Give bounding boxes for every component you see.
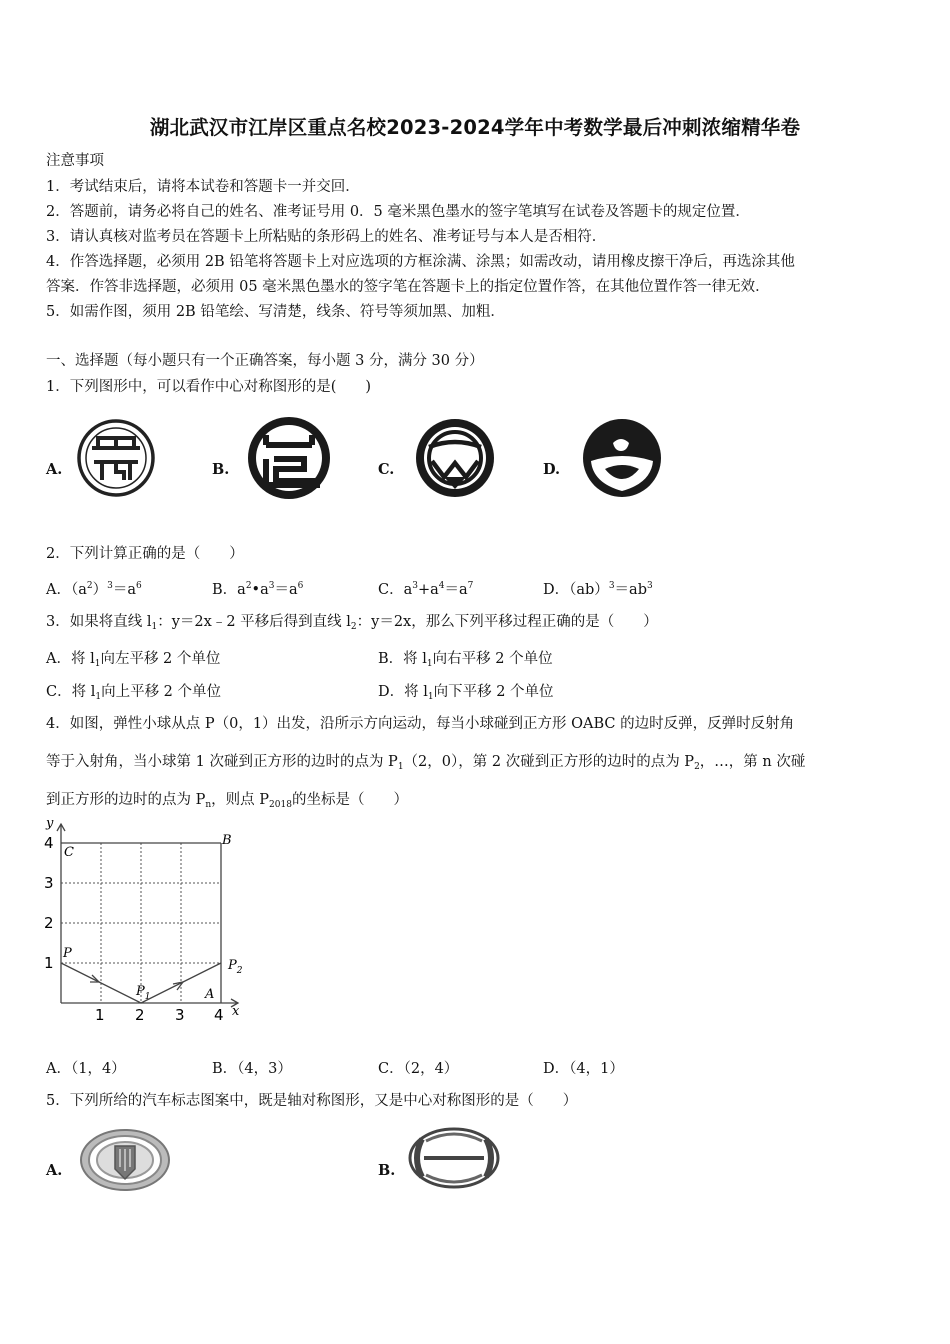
q3-c-sub: 1 <box>95 692 102 702</box>
q3-a-text: 向左平移 2 个单位 <box>100 651 221 667</box>
q2-b-text: •a <box>251 582 269 598</box>
q3-b-text: 向右平移 2 个单位 <box>432 651 553 667</box>
note-item: 答案．作答非选择题，必须用 05 毫米黑色墨水的签字笔在答题卡上的指定位置作答，在其他位置作答一律无效． <box>46 279 770 295</box>
q4-sub: 2 <box>694 762 700 772</box>
q2-d-exp: 3 <box>608 581 615 591</box>
exam-title: 湖北武汉市江岸区重点名校2023-2024学年中考数学最后冲刺浓缩精华卷 <box>149 116 801 139</box>
x-tick: 1 <box>95 1006 105 1024</box>
q1-figure-a <box>76 418 156 498</box>
q3-option-d[interactable] <box>378 680 554 702</box>
question-2-stem: 2．下列计算正确的是（ ） <box>46 546 244 562</box>
point-p1-letter: P <box>136 984 145 999</box>
note-item: 1．考试结束后，请将本试卷和答题卡一并交回． <box>46 179 360 195</box>
q5-great-wall-logo <box>78 1127 172 1193</box>
question-4-line <box>46 790 408 815</box>
q4-text: 的坐标是（ ） <box>291 792 408 808</box>
note-item: 4．作答选择题，必须用 2B 铅笔将答题卡上对应选项的方框涂满、涂黑；如需改动，请用橡皮擦干净后，再选涂其他 <box>46 254 795 270</box>
q2-b-text: B．a <box>212 582 246 598</box>
q4-sub: 2018 <box>269 800 292 810</box>
q4-sub: n <box>205 800 212 810</box>
q3-d-text: D．将 l <box>378 684 428 700</box>
y-tick: 2 <box>44 914 54 932</box>
q3-d-sub: 1 <box>427 692 434 702</box>
q2-a-text: A．（a <box>46 582 87 598</box>
y-tick: 1 <box>44 954 54 972</box>
q1-option-a-label: A. <box>46 461 63 478</box>
point-c-label: C <box>64 845 74 860</box>
q3-b-sub: 1 <box>426 659 433 669</box>
axes <box>57 824 238 1007</box>
q1-option-b-label: B. <box>212 461 230 478</box>
q3-text: ：y＝2x，那么下列平移过程正确的是（ ） <box>356 614 658 630</box>
q2-b-exp: 3 <box>268 581 275 591</box>
grid-lines <box>61 843 221 1003</box>
q2-a-text: ） <box>92 582 108 598</box>
q4-text: ，…，第 n 次碰 <box>699 754 806 770</box>
y-tick: 3 <box>44 874 54 892</box>
q5-option-b-label: B. <box>378 1162 396 1179</box>
q1-figure-d <box>581 417 663 499</box>
q4-text: 等于入射角，当小球第 1 次碰到正方形的边时的点为 P <box>46 754 398 770</box>
q1-figure-b <box>246 415 332 501</box>
point-p2-sub: 2 <box>236 966 243 976</box>
point-p2-label <box>227 958 243 976</box>
q4-option-b[interactable]: B．（4，3） <box>212 1061 292 1077</box>
q2-option-a[interactable] <box>46 578 142 599</box>
q3-c-text: 向上平移 2 个单位 <box>101 684 222 700</box>
q4-option-d[interactable]: D．（4，1） <box>543 1061 624 1077</box>
notes-heading: 注意事项 <box>46 153 104 169</box>
q2-a-exp: 6 <box>136 581 142 591</box>
question-5-stem: 5．下列所给的汽车标志图案中，既是轴对称图形，又是中心对称图形的是（ ） <box>46 1093 578 1109</box>
q4-text: ，则点 P <box>211 792 270 808</box>
q2-d-text: D．（ab） <box>543 582 609 598</box>
q2-a-text: ＝a <box>112 582 136 598</box>
q3-sub: 2 <box>350 622 357 632</box>
point-p2-letter: P <box>228 958 237 973</box>
q2-a-exp: 2 <box>86 581 93 591</box>
q1-option-d-label: D. <box>543 461 561 478</box>
q2-option-b[interactable] <box>212 578 303 599</box>
q2-c-exp: 7 <box>467 581 474 591</box>
note-item: 2．答题前，请务必将自己的姓名、准考证号用 0．5 毫米黑色墨水的签字笔填写在试卷及答题卡的规定位置． <box>46 204 750 220</box>
q3-a-sub: 1 <box>94 659 101 669</box>
q2-c-text: ＝a <box>444 582 468 598</box>
q2-b-exp: 2 <box>245 581 252 591</box>
q4-text: 到正方形的边时的点为 P <box>46 792 206 808</box>
q3-text: ：y＝2x﹣2 平移后得到直线 l <box>157 614 351 630</box>
y-axis-label: y <box>46 816 54 831</box>
q5-option-a-label: A. <box>46 1162 63 1179</box>
q2-c-text: C．a <box>378 582 413 598</box>
question-1-stem: 1．下列图形中，可以看作中心对称图形的是( ) <box>46 379 372 395</box>
q4-coordinate-figure <box>40 814 255 1029</box>
point-b-label: B <box>222 833 232 848</box>
q3-sub: 1 <box>151 622 158 632</box>
x-axis-label: x <box>232 1004 240 1019</box>
x-tick: 2 <box>135 1006 145 1024</box>
q3-a-text: A．将 l <box>46 651 95 667</box>
q2-c-exp: 4 <box>438 581 445 591</box>
q2-b-exp: 6 <box>297 581 304 591</box>
q3-option-a[interactable] <box>46 647 220 669</box>
question-4-line: 4．如图，弹性小球从点 P（0，1）出发，沿所示方向运动，每当小球碰到正方形 OABC 的边时反弹，反弹时反射角 <box>46 716 795 732</box>
q3-option-b[interactable] <box>378 647 553 669</box>
q2-d-exp: 3 <box>646 581 653 591</box>
q4-text: （2，0），第 2 次碰到正方形的边时的点为 P <box>403 754 695 770</box>
question-4-line <box>46 752 805 777</box>
q3-option-c[interactable] <box>46 680 221 702</box>
q4-option-a[interactable]: A．（1，4） <box>46 1061 126 1077</box>
q2-option-c[interactable] <box>378 578 473 599</box>
q3-b-text: B．将 l <box>378 651 427 667</box>
point-a-label: A <box>205 987 215 1002</box>
point-p1-sub: 1 <box>144 992 151 1002</box>
note-item: 3．请认真核对监考员在答题卡上所粘贴的条形码上的姓名、准考证号与本人是否相符． <box>46 229 607 245</box>
q3-text: 3．如果将直线 l <box>46 614 152 630</box>
q4-sub: 1 <box>397 762 404 772</box>
q5-hino-logo <box>408 1127 500 1189</box>
q3-d-text: 向下平移 2 个单位 <box>433 684 554 700</box>
question-3-stem <box>46 612 658 637</box>
q1-option-c-label: C. <box>378 461 395 478</box>
q2-c-text: +a <box>417 582 439 598</box>
q2-b-text: ＝a <box>274 582 298 598</box>
q2-d-text: ＝ab <box>614 582 647 598</box>
x-tick: 4 <box>214 1006 224 1024</box>
q2-option-d[interactable] <box>543 578 653 599</box>
x-tick: 3 <box>175 1006 185 1024</box>
q2-a-exp: 3 <box>107 581 113 591</box>
point-p-label: P <box>63 946 72 961</box>
q3-c-text: C．将 l <box>46 684 96 700</box>
q2-c-exp: 3 <box>412 581 418 591</box>
q1-figure-c <box>414 417 496 499</box>
point-p1-label <box>135 984 150 1002</box>
section-heading: 一、选择题（每小题只有一个正确答案，每小题 3 分，满分 30 分） <box>46 353 484 369</box>
note-item: 5．如需作图，须用 2B 铅笔绘、写清楚，线条、符号等须加黑、加粗． <box>46 304 505 320</box>
y-tick: 4 <box>44 834 54 852</box>
q4-option-c[interactable]: C．（2，4） <box>378 1061 459 1077</box>
